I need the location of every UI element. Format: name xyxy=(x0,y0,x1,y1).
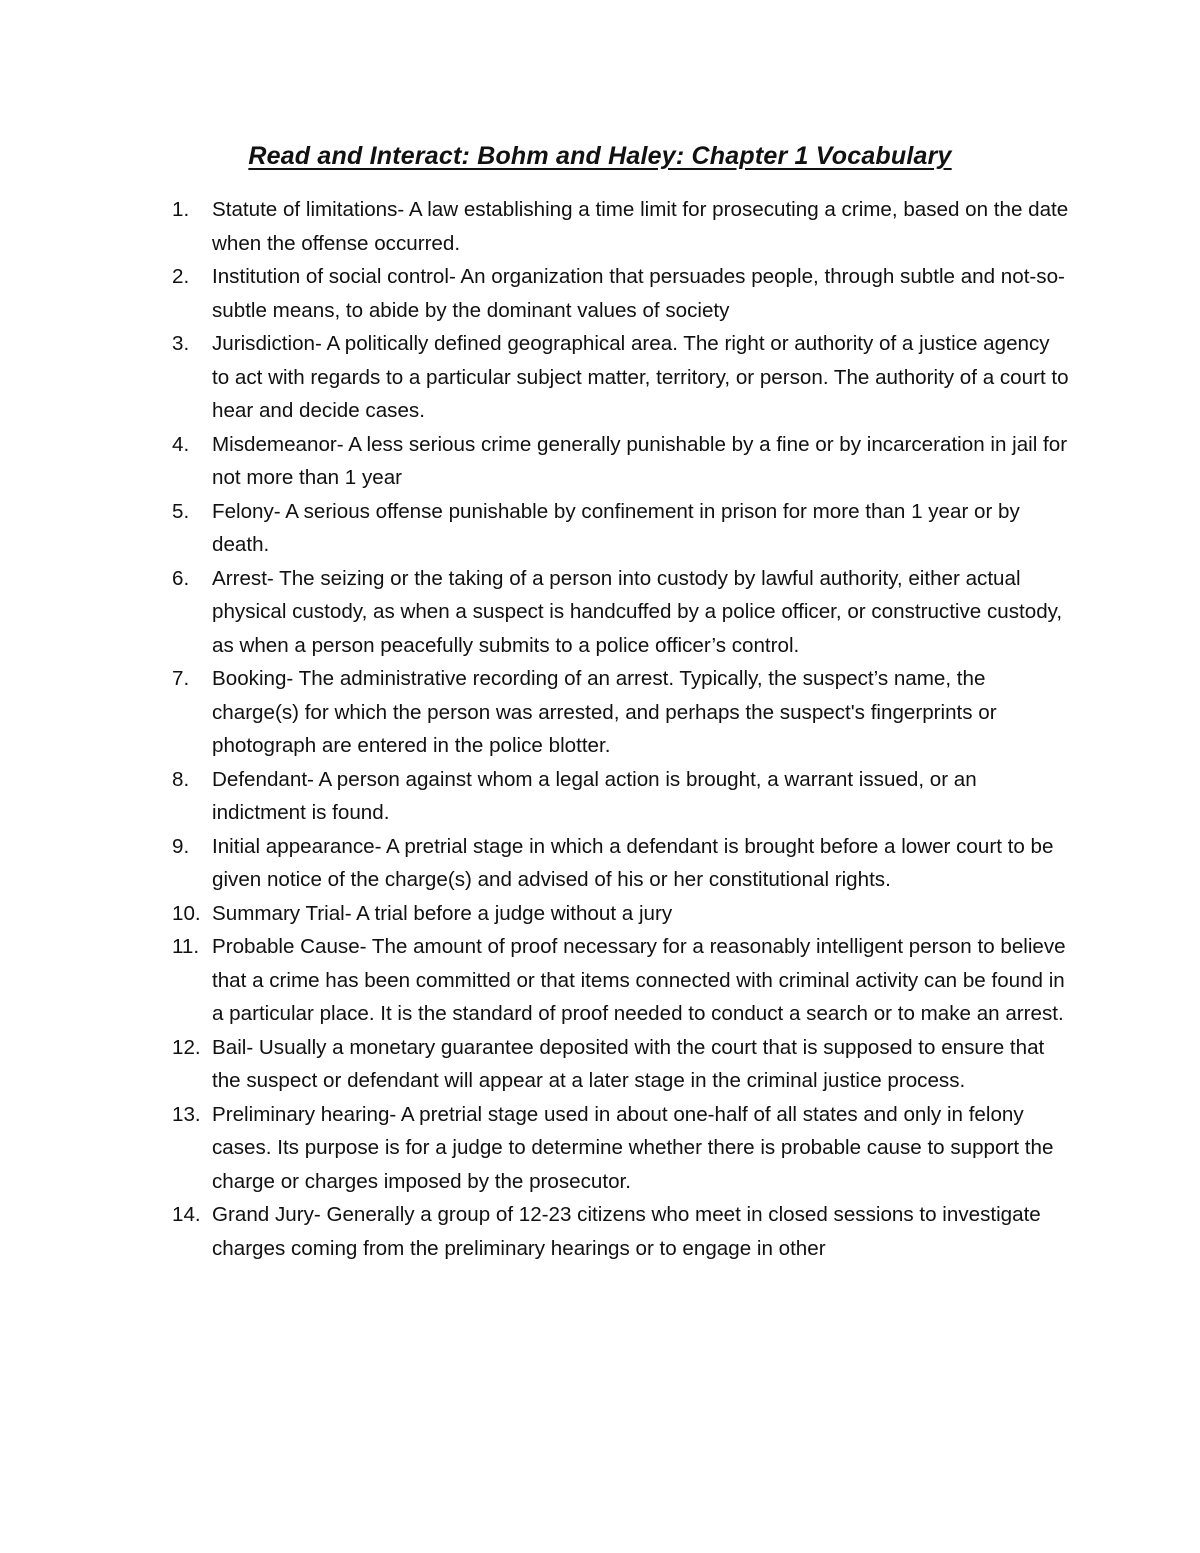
vocab-number: 2. xyxy=(172,265,190,288)
vocab-item xyxy=(0,193,1200,260)
vocab-number: 5. xyxy=(172,499,190,523)
vocab-item xyxy=(0,662,1200,763)
page-title: Read and Interact: Bohm and Haley: Chapter 1 Vocabulary xyxy=(248,142,952,170)
vocab-number: 14. xyxy=(172,1203,201,1226)
vocab-item xyxy=(0,930,1200,1031)
vocabulary-list xyxy=(0,193,1200,1265)
vocab-item xyxy=(0,830,1200,897)
vocab-item xyxy=(0,495,1200,562)
vocab-number: 6. xyxy=(172,566,190,590)
vocab-item xyxy=(0,428,1200,495)
vocab-text: Initial appearance- A pretrial stage in which a defendant is brought before a lower court to be given notice of the charge(s) and advised of his or her constitutional rights. xyxy=(212,834,1054,891)
vocab-number: 1. xyxy=(172,198,190,221)
vocab-number: 3. xyxy=(172,332,190,355)
vocab-text: Grand Jury- Generally a group of 12-23 citizens who meet in closed sessions to investigate charges coming from the preliminary hearings or to engage in other xyxy=(212,1203,1041,1260)
vocab-text: Institution of social control- An organization that persuades people, through subtle and not-so-subtle means, to abide by the dominant values of society xyxy=(212,265,1065,322)
vocab-number: 11. xyxy=(172,935,200,958)
vocab-item xyxy=(0,763,1200,830)
vocab-text: Probable Cause- The amount of proof necessary for a reasonably intelligent person to believe that a crime has been committed or that items connected with criminal activity can be found in a particular place. It is the standard of proof needed to conduct a search or to make an arrest. xyxy=(212,935,1066,1025)
vocab-text: Misdemeanor- A less serious crime generally punishable by a fine or by incarceration in jail for not more than 1 year xyxy=(212,432,1068,489)
vocab-item xyxy=(0,1031,1200,1098)
vocab-text: Statute of limitations- A law establishing a time limit for prosecuting a crime, based on the date when the offense occurred. xyxy=(212,198,1069,255)
vocab-text: Arrest- The seizing or the taking of a person into custody by lawful authority, either actual physical custody, as when a suspect is handcuffed by a police officer, or constructive custody, as when a person peacefully submits to a police officer’s control. xyxy=(212,566,1063,657)
vocab-item xyxy=(0,562,1200,663)
vocab-number: 8. xyxy=(172,767,190,791)
vocab-text: Felony- A serious offense punishable by confinement in prison for more than 1 year or by death. xyxy=(212,499,1020,556)
vocab-number: 13. xyxy=(172,1102,201,1126)
vocab-number: 9. xyxy=(172,834,190,858)
vocab-text: Jurisdiction- A politically defined geographical area. The right or authority of a justice agency to act with regards to a particular subject matter, territory, or person. The authority of a court to hear and decide cases. xyxy=(212,332,1069,422)
vocab-item xyxy=(0,1198,1200,1265)
vocab-number: 10. xyxy=(172,901,201,925)
vocab-text: Booking- The administrative recording of an arrest. Typically, the suspect’s name, the charge(s) for which the person was arrested, and perhaps the suspect's fingerprints or photograph are entered in the police blotter. xyxy=(212,667,997,757)
vocab-item xyxy=(0,327,1200,428)
vocab-item xyxy=(0,260,1200,327)
vocab-text: Preliminary hearing- A pretrial stage used in about one-half of all states and only in felony cases. Its purpose is for a judge to determine whether there is probable cause to support the charge or charges imposed by the prosecutor. xyxy=(212,1102,1054,1193)
vocab-number: 4. xyxy=(172,432,190,456)
vocab-item xyxy=(0,1098,1200,1199)
vocab-text: Defendant- A person against whom a legal action is brought, a warrant issued, or an indictment is found. xyxy=(212,767,977,824)
vocab-number: 12. xyxy=(172,1035,201,1059)
vocab-text: Summary Trial- A trial before a judge without a jury xyxy=(212,901,673,925)
vocab-item xyxy=(0,897,1200,931)
vocab-number: 7. xyxy=(172,667,190,690)
vocab-text: Bail- Usually a monetary guarantee deposited with the court that is supposed to ensure that the suspect or defendant will appear at a later stage in the criminal justice process. xyxy=(212,1035,1045,1092)
